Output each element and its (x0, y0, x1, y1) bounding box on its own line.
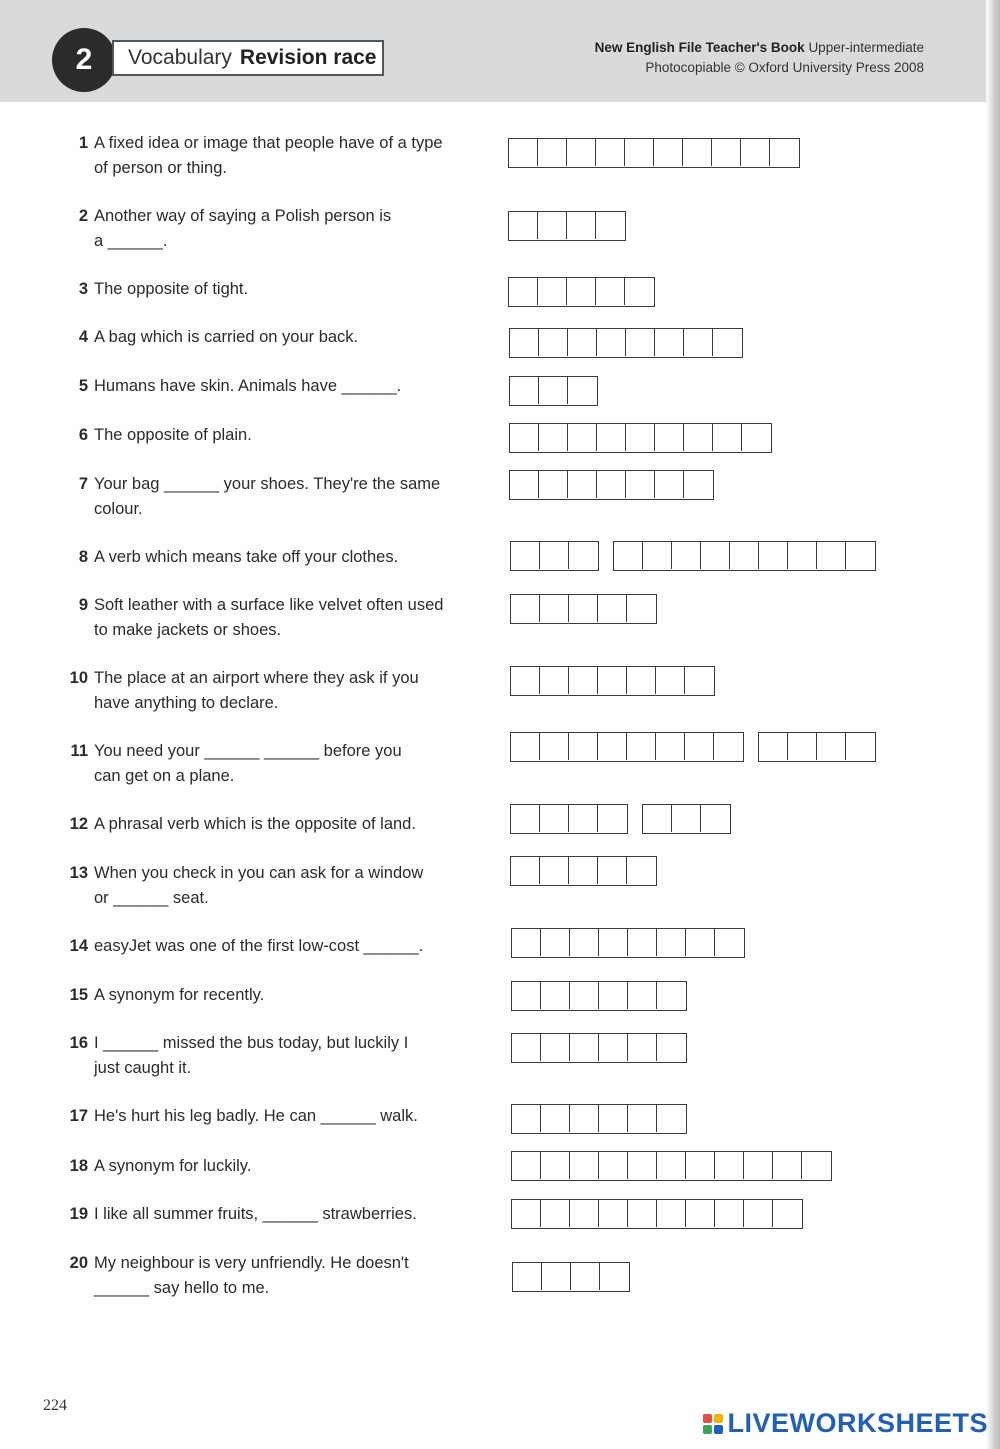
question-text-line: can get on a plane. (94, 767, 235, 785)
question-text-line: The opposite of tight. (94, 280, 249, 298)
letter-box[interactable] (657, 929, 686, 956)
question-7 (60, 472, 480, 522)
answer-boxes-1 (508, 138, 800, 168)
question-text-line: Your bag ______ your shoes. They're the same (94, 475, 441, 493)
letter-box[interactable] (817, 542, 846, 569)
question-12 (60, 812, 480, 837)
question-16 (60, 1031, 480, 1081)
question-number: 20 (69, 1254, 88, 1272)
letter-box[interactable] (567, 278, 596, 305)
answer-boxes-20 (512, 1262, 630, 1292)
letter-box[interactable] (568, 424, 597, 451)
letter-box[interactable] (538, 278, 567, 305)
answer-word (511, 1033, 687, 1063)
letter-box[interactable] (788, 733, 817, 760)
letter-box[interactable] (538, 139, 567, 166)
letter-box[interactable] (713, 329, 742, 356)
letter-box[interactable] (567, 139, 596, 166)
letter-box[interactable] (570, 1152, 599, 1179)
question-number: 1 (78, 134, 88, 152)
letter-box[interactable] (627, 595, 656, 622)
letter-box[interactable] (568, 377, 597, 404)
letter-box[interactable] (569, 542, 598, 569)
letter-box[interactable] (599, 1152, 628, 1179)
question-number: 13 (69, 864, 88, 882)
question-number: 8 (78, 548, 88, 566)
answer-boxes-16 (511, 1033, 687, 1063)
letter-box[interactable] (599, 1034, 628, 1061)
letter-box[interactable] (655, 424, 684, 451)
question-1 (60, 131, 480, 181)
letter-box[interactable] (657, 1105, 686, 1132)
letter-box[interactable] (654, 139, 683, 166)
letter-box[interactable] (625, 139, 654, 166)
book-line (595, 38, 924, 58)
letter-box[interactable] (567, 212, 596, 239)
answer-word (510, 732, 744, 762)
letter-box[interactable] (628, 1200, 657, 1227)
letter-box[interactable] (656, 733, 685, 760)
answer-word (509, 470, 714, 500)
question-number: 17 (69, 1107, 88, 1125)
letter-box[interactable] (540, 857, 569, 884)
question-text (94, 277, 474, 302)
answer-word (511, 1104, 687, 1134)
question-text (94, 983, 474, 1008)
letter-box[interactable] (817, 733, 846, 760)
letter-box[interactable] (570, 929, 599, 956)
letter-box[interactable] (512, 982, 541, 1009)
question-14 (60, 934, 480, 959)
question-20 (60, 1251, 480, 1301)
question-text-line: Another way of saying a Polish person is (94, 207, 392, 225)
question-text (94, 545, 474, 570)
question-number: 19 (69, 1205, 88, 1223)
letter-box[interactable] (568, 471, 597, 498)
letter-box[interactable] (596, 212, 625, 239)
letter-box[interactable] (570, 982, 599, 1009)
answer-word (511, 1151, 832, 1181)
answer-word (758, 732, 876, 762)
question-number: 12 (69, 815, 88, 833)
question-number: 6 (78, 426, 88, 444)
letter-box[interactable] (713, 424, 742, 451)
letter-box[interactable] (571, 1263, 600, 1290)
question-number: 3 (78, 280, 88, 298)
question-text-line: to make jackets or shoes. (94, 621, 282, 639)
letter-box[interactable] (596, 139, 625, 166)
letter-box[interactable] (541, 929, 570, 956)
letter-box[interactable] (715, 929, 744, 956)
letter-box[interactable] (512, 1034, 541, 1061)
letter-box[interactable] (684, 424, 713, 451)
question-number: 5 (78, 377, 88, 395)
answer-boxes-4 (509, 328, 743, 358)
question-text (94, 739, 474, 789)
letter-box[interactable] (846, 733, 875, 760)
answer-boxes-12 (510, 804, 731, 834)
letter-box[interactable] (509, 278, 538, 305)
question-text-line: A verb which means take off your clothes. (94, 548, 399, 566)
question-4 (60, 325, 480, 350)
question-number: 2 (78, 207, 88, 225)
letter-box[interactable] (627, 733, 656, 760)
letter-box[interactable] (684, 329, 713, 356)
question-8 (60, 545, 480, 570)
question-text (94, 423, 474, 448)
question-text (94, 131, 474, 181)
letter-box[interactable] (513, 1263, 542, 1290)
letter-box[interactable] (701, 542, 730, 569)
letter-box[interactable] (712, 139, 741, 166)
letter-box[interactable] (511, 733, 540, 760)
letter-box[interactable] (510, 471, 539, 498)
letter-box[interactable] (599, 929, 628, 956)
letter-box[interactable] (802, 1152, 831, 1179)
letter-box[interactable] (643, 542, 672, 569)
letter-box[interactable] (685, 733, 714, 760)
letter-box[interactable] (744, 1200, 773, 1227)
question-text-line: I ______ missed the bus today, but luckily I (94, 1034, 409, 1052)
letter-box[interactable] (511, 542, 540, 569)
question-text-line: or ______ seat. (94, 889, 209, 907)
letter-box[interactable] (614, 542, 643, 569)
question-number: 11 (70, 742, 88, 760)
letter-box[interactable] (714, 733, 743, 760)
letter-box[interactable] (540, 805, 569, 832)
answer-word (510, 594, 657, 624)
answer-boxes-14 (511, 928, 745, 958)
letter-box[interactable] (686, 929, 715, 956)
question-text-line: My neighbour is very unfriendly. He doesn't (94, 1254, 409, 1272)
letter-box[interactable] (510, 377, 539, 404)
letter-box[interactable] (511, 857, 540, 884)
letter-box[interactable] (541, 1105, 570, 1132)
letter-box[interactable] (627, 667, 656, 694)
letter-box[interactable] (540, 733, 569, 760)
page-edge-shadow (986, 0, 1000, 1449)
letter-box[interactable] (788, 542, 817, 569)
letter-box[interactable] (570, 1034, 599, 1061)
worksheet-title (112, 40, 384, 76)
question-text-line: A synonym for recently. (94, 986, 265, 1004)
question-number: 9 (78, 596, 88, 614)
question-15 (60, 983, 480, 1008)
letter-box[interactable] (569, 805, 598, 832)
question-text (94, 934, 474, 959)
question-text-line: Soft leather with a surface like velvet often used (94, 596, 444, 614)
question-text-line: a ______. (94, 232, 168, 250)
book-credit (595, 38, 924, 78)
letter-box[interactable] (569, 667, 598, 694)
question-13 (60, 861, 480, 911)
answer-word (613, 541, 876, 571)
question-6 (60, 423, 480, 448)
question-text-line: Humans have skin. Animals have ______. (94, 377, 402, 395)
question-text (94, 1202, 474, 1227)
liveworksheets-logo (703, 1408, 988, 1439)
letter-box[interactable] (509, 139, 538, 166)
question-text (94, 325, 474, 350)
letter-box[interactable] (570, 1105, 599, 1132)
letter-box[interactable] (569, 857, 598, 884)
page-number: 224 (43, 1397, 67, 1414)
letter-box[interactable] (685, 667, 714, 694)
question-number: 15 (69, 986, 88, 1004)
letter-box[interactable] (742, 424, 771, 451)
question-11 (60, 739, 480, 789)
letter-box[interactable] (683, 139, 712, 166)
question-text (94, 593, 474, 643)
letter-box[interactable] (598, 805, 627, 832)
answer-word (512, 1262, 630, 1292)
answer-boxes-6 (509, 423, 772, 453)
letter-box[interactable] (657, 982, 686, 1009)
question-text-line: of person or thing. (94, 159, 227, 177)
answer-word (508, 211, 626, 241)
liveworksheets-logo-icon (703, 1414, 723, 1434)
letter-box[interactable] (511, 595, 540, 622)
book-title: New English File Teacher's Book (594, 40, 805, 55)
answer-boxes-18 (511, 1151, 832, 1181)
question-text-line: The place at an airport where they ask if you (94, 669, 419, 687)
title-label: Revision race (239, 46, 377, 69)
section-label: Vocabulary (128, 46, 232, 69)
letter-box[interactable] (759, 733, 788, 760)
letter-box[interactable] (541, 1034, 570, 1061)
answer-boxes-15 (511, 981, 687, 1011)
answer-word (509, 328, 743, 358)
letter-box[interactable] (541, 1152, 570, 1179)
question-text-line: A fixed idea or image that people have of a type (94, 134, 443, 152)
letter-box[interactable] (626, 424, 655, 451)
letter-box[interactable] (541, 982, 570, 1009)
question-text-line: When you check in you can ask for a window (94, 864, 424, 882)
letter-box[interactable] (539, 377, 568, 404)
question-text-line: colour. (94, 500, 143, 518)
letter-box[interactable] (628, 982, 657, 1009)
letter-box[interactable] (655, 329, 684, 356)
letter-box[interactable] (656, 667, 685, 694)
letter-box[interactable] (686, 1200, 715, 1227)
letter-box[interactable] (627, 857, 656, 884)
question-text (94, 812, 474, 837)
question-10 (60, 666, 480, 716)
letter-box[interactable] (540, 667, 569, 694)
answer-word (510, 666, 715, 696)
letter-box[interactable] (715, 1200, 744, 1227)
letter-box[interactable] (569, 733, 598, 760)
letter-box[interactable] (741, 139, 770, 166)
unit-number-badge: 2 (52, 28, 116, 92)
question-number: 7 (78, 475, 88, 493)
answer-word (509, 376, 598, 406)
question-5 (60, 374, 480, 399)
answer-word (510, 541, 599, 571)
letter-box[interactable] (596, 278, 625, 305)
question-text-line: ______ say hello to me. (94, 1279, 270, 1297)
letter-box[interactable] (538, 212, 567, 239)
question-number: 10 (69, 669, 88, 687)
answer-boxes-8 (510, 541, 876, 571)
letter-box[interactable] (626, 471, 655, 498)
letter-box[interactable] (599, 1200, 628, 1227)
question-number: 16 (69, 1034, 88, 1052)
question-text (94, 861, 474, 911)
question-text-line: A bag which is carried on your back. (94, 328, 359, 346)
answer-word (509, 423, 772, 453)
letter-box[interactable] (730, 542, 759, 569)
letter-box[interactable] (512, 929, 541, 956)
letter-box[interactable] (672, 542, 701, 569)
book-level: Upper-intermediate (808, 40, 924, 55)
letter-box[interactable] (628, 1105, 657, 1132)
letter-box[interactable] (625, 278, 654, 305)
answer-boxes-9 (510, 594, 657, 624)
question-text (94, 1031, 474, 1081)
letter-box[interactable] (626, 329, 655, 356)
answer-boxes-5 (509, 376, 598, 406)
letter-box[interactable] (715, 1152, 744, 1179)
letter-box[interactable] (657, 1034, 686, 1061)
liveworksheets-logo-text: LIVEWORKSHEETS (727, 1408, 988, 1438)
letter-box[interactable] (599, 1105, 628, 1132)
answer-word (508, 138, 800, 168)
answer-boxes-10 (510, 666, 715, 696)
answer-word (508, 277, 655, 307)
answer-boxes-2 (508, 211, 626, 241)
question-19 (60, 1202, 480, 1227)
answer-word (510, 856, 657, 886)
question-number: 4 (78, 328, 88, 346)
letter-box[interactable] (598, 667, 627, 694)
letter-box[interactable] (770, 139, 799, 166)
answer-word (511, 1199, 803, 1229)
question-text (94, 204, 474, 254)
question-text-line: He's hurt his leg badly. He can ______ walk. (94, 1107, 418, 1125)
question-text (94, 374, 474, 399)
question-2 (60, 204, 480, 254)
answer-boxes-3 (508, 277, 655, 307)
letter-box[interactable] (672, 805, 701, 832)
letter-box[interactable] (570, 1200, 599, 1227)
letter-box[interactable] (540, 595, 569, 622)
question-9 (60, 593, 480, 643)
letter-box[interactable] (540, 542, 569, 569)
letter-box[interactable] (539, 471, 568, 498)
letter-box[interactable] (511, 667, 540, 694)
answer-word (510, 804, 628, 834)
question-text (94, 472, 474, 522)
question-text-line: easyJet was one of the first low-cost ______. (94, 937, 424, 955)
letter-box[interactable] (598, 733, 627, 760)
letter-box[interactable] (510, 424, 539, 451)
answer-boxes-7 (509, 470, 714, 500)
letter-box[interactable] (598, 857, 627, 884)
letter-box[interactable] (568, 329, 597, 356)
question-text-line: I like all summer fruits, ______ strawberries. (94, 1205, 417, 1223)
letter-box[interactable] (628, 1152, 657, 1179)
question-text (94, 1251, 474, 1301)
question-text-line: A phrasal verb which is the opposite of land. (94, 815, 416, 833)
letter-box[interactable] (684, 471, 713, 498)
letter-box[interactable] (657, 1200, 686, 1227)
letter-box[interactable] (701, 805, 730, 832)
question-number: 18 (69, 1157, 88, 1175)
question-text-line: have anything to declare. (94, 694, 279, 712)
answer-boxes-13 (510, 856, 657, 886)
letter-box[interactable] (599, 982, 628, 1009)
letter-box[interactable] (510, 329, 539, 356)
letter-box[interactable] (511, 805, 540, 832)
question-text (94, 1154, 474, 1179)
question-number: 14 (69, 937, 88, 955)
question-text (94, 666, 474, 716)
answer-word (511, 981, 687, 1011)
letter-box[interactable] (512, 1105, 541, 1132)
letter-box[interactable] (686, 1152, 715, 1179)
answer-boxes-17 (511, 1104, 687, 1134)
answer-boxes-11 (510, 732, 876, 762)
letter-box[interactable] (600, 1263, 629, 1290)
letter-box[interactable] (512, 1200, 541, 1227)
letter-box[interactable] (569, 595, 598, 622)
answer-boxes-19 (511, 1199, 803, 1229)
question-text (94, 1104, 474, 1129)
letter-box[interactable] (597, 329, 626, 356)
question-17 (60, 1104, 480, 1129)
letter-box[interactable] (628, 1034, 657, 1061)
copyright-line: Photocopiable © Oxford University Press 2008 (645, 60, 924, 75)
letter-box[interactable] (539, 424, 568, 451)
answer-word (642, 804, 731, 834)
letter-box[interactable] (744, 1152, 773, 1179)
answer-word (511, 928, 745, 958)
letter-box[interactable] (597, 471, 626, 498)
letter-box[interactable] (657, 1152, 686, 1179)
letter-box[interactable] (846, 542, 875, 569)
letter-box[interactable] (512, 1152, 541, 1179)
letter-box[interactable] (541, 1200, 570, 1227)
question-3 (60, 277, 480, 302)
letter-box[interactable] (643, 805, 672, 832)
letter-box[interactable] (628, 929, 657, 956)
letter-box[interactable] (598, 595, 627, 622)
question-text-line: just caught it. (94, 1059, 192, 1077)
letter-box[interactable] (539, 329, 568, 356)
letter-box[interactable] (542, 1263, 571, 1290)
letter-box[interactable] (773, 1152, 802, 1179)
letter-box[interactable] (597, 424, 626, 451)
question-text-line: You need your ______ ______ before you (94, 742, 402, 760)
letter-box[interactable] (655, 471, 684, 498)
letter-box[interactable] (759, 542, 788, 569)
letter-box[interactable] (773, 1200, 802, 1227)
question-18 (60, 1154, 480, 1179)
question-text-line: A synonym for luckily. (94, 1157, 252, 1175)
question-text-line: The opposite of plain. (94, 426, 252, 444)
letter-box[interactable] (509, 212, 538, 239)
